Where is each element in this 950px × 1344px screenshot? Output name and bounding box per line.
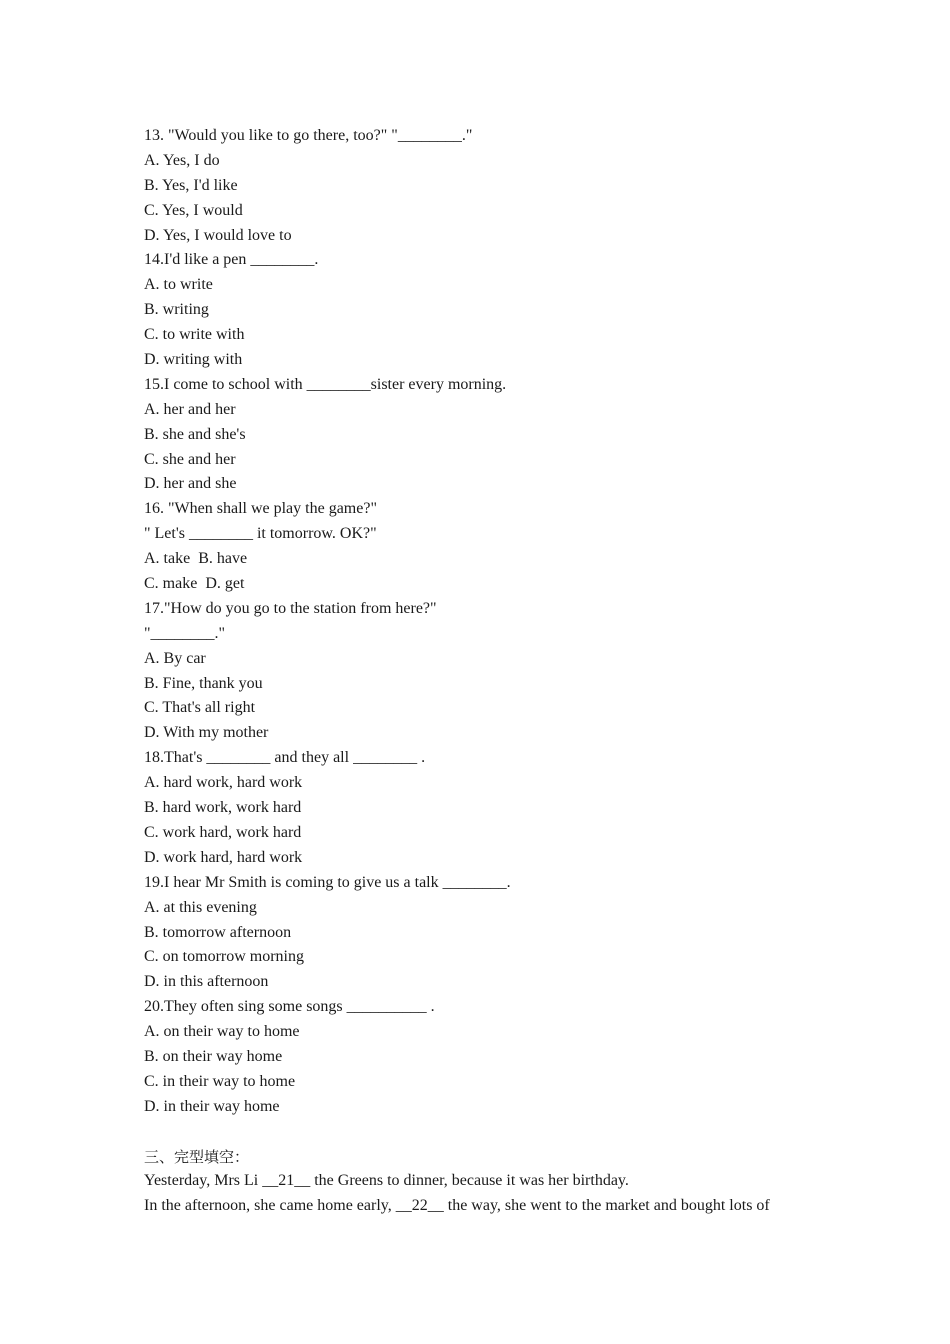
- question-list: [144, 124, 824, 1120]
- answer-option: B. Fine, thank you: [144, 674, 263, 692]
- question-stem: "________.": [144, 624, 226, 642]
- answer-option: D. work hard, hard work: [144, 848, 303, 866]
- question-stem: 14.I'd like a pen ________.: [144, 251, 319, 269]
- question-stem: 17."How do you go to the station from here?": [144, 599, 437, 617]
- answer-option: A. her and her: [144, 400, 236, 418]
- section-heading: 三、完型填空：: [144, 1147, 250, 1166]
- answer-option: A. to write: [144, 276, 213, 294]
- answer-option: B. writing: [144, 301, 209, 319]
- answer-option: A. take B. have: [144, 550, 248, 568]
- answer-option: C. in their way to home: [144, 1072, 296, 1090]
- answer-option: A. hard work, hard work: [144, 774, 303, 792]
- passage-line: Yesterday, Mrs Li __21__ the Greens to dinner, because it was her birthday.: [144, 1172, 629, 1190]
- answer-option: D. in this afternoon: [144, 973, 269, 991]
- answer-option: A. on their way to home: [144, 1023, 300, 1041]
- question-stem: 13. "Would you like to go there, too?" "________.": [144, 127, 473, 144]
- answer-option: A. Yes, I do: [144, 151, 220, 169]
- answer-option: D. Yes, I would love to: [144, 226, 292, 244]
- answer-option: B. tomorrow afternoon: [144, 923, 292, 941]
- answer-option: D. her and she: [144, 475, 237, 493]
- passage-line: In the afternoon, she came home early, __22__ the way, she went to the market and bought lots of: [144, 1197, 770, 1215]
- question-block: [144, 373, 824, 497]
- question-block: [144, 248, 824, 372]
- answer-option: C. That's all right: [144, 699, 256, 717]
- document-content: [144, 124, 824, 1219]
- question-block: [144, 995, 824, 1119]
- question-stem: 20.They often sing some songs __________ .: [144, 998, 435, 1016]
- answer-option: B. on their way home: [144, 1047, 283, 1065]
- question-block: [144, 597, 824, 746]
- answer-option: D. With my mother: [144, 724, 269, 742]
- question-block: [144, 871, 824, 995]
- answer-option: A. at this evening: [144, 898, 257, 916]
- question-stem: 19.I hear Mr Smith is coming to give us a talk ________.: [144, 873, 511, 891]
- answer-option: C. Yes, I would: [144, 201, 243, 219]
- question-stem: 18.That's ________ and they all ________ .: [144, 749, 426, 767]
- answer-option: C. she and her: [144, 450, 236, 468]
- blank-line: [144, 1120, 824, 1145]
- question-stem: " Let's ________ it tomorrow. OK?": [144, 525, 377, 543]
- question-stem: 16. "When shall we play the game?": [144, 500, 377, 518]
- answer-option: D. writing with: [144, 351, 243, 369]
- answer-option: D. in their way home: [144, 1097, 280, 1115]
- answer-option: C. work hard, work hard: [144, 823, 302, 841]
- question-stem: 15.I come to school with ________sister every morning.: [144, 375, 507, 393]
- question-block: [144, 124, 824, 248]
- question-block: [144, 497, 824, 597]
- answer-option: C. to write with: [144, 326, 245, 344]
- answer-option: A. By car: [144, 649, 206, 667]
- answer-option: B. she and she's: [144, 425, 246, 443]
- answer-option: C. make D. get: [144, 575, 245, 593]
- question-block: [144, 746, 824, 870]
- answer-option: B. Yes, I'd like: [144, 176, 238, 194]
- answer-option: B. hard work, work hard: [144, 799, 302, 817]
- answer-option: C. on tomorrow morning: [144, 948, 304, 966]
